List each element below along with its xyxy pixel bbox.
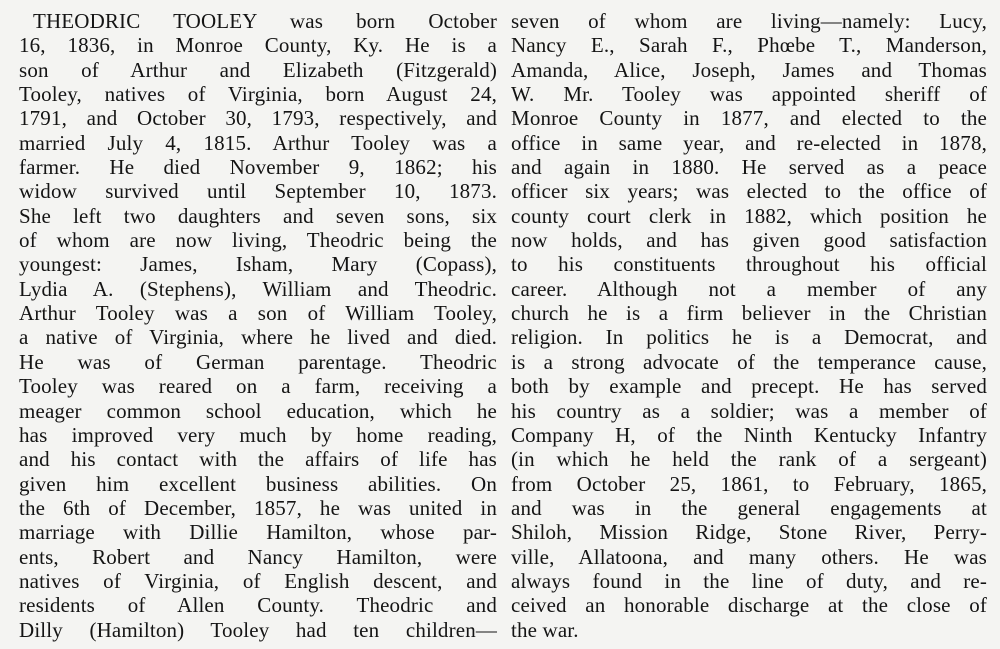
- text-line: marriage with Dillie Hamilton, whose par-: [19, 520, 497, 545]
- text-line: given him excellent business abilities. On: [19, 471, 497, 496]
- text-line: county court clerk in 1882, which position he: [511, 203, 987, 228]
- text-line: youngest: James, Isham, Mary (Copass),: [19, 252, 497, 277]
- text-line: Nancy E., Sarah F., Phœbe T., Manderson,: [511, 33, 987, 58]
- text-line: Amanda, Alice, Joseph, James and Thomas: [511, 57, 987, 82]
- text-line: Company H, of the Ninth Kentucky Infantry: [511, 422, 987, 447]
- text-line: He was of German parentage. Theodric: [19, 349, 497, 374]
- text-line: and was in the general engagements at: [511, 495, 987, 520]
- text-line: ents, Robert and Nancy Hamilton, were: [19, 544, 497, 569]
- text-line: 16, 1836, in Monroe County, Ky. He is a: [19, 33, 497, 58]
- text-line: meager common school education, which he: [19, 398, 497, 423]
- text-line: She left two daughters and seven sons, six: [19, 203, 497, 228]
- text-line: is a strong advocate of the temperance cause,: [511, 349, 987, 374]
- text-line: Dilly (Hamilton) Tooley had ten children—: [19, 617, 497, 642]
- text-line: of whom are now living, Theodric being the: [19, 228, 497, 253]
- text-line: Tooley was reared on a farm, receiving a: [19, 374, 497, 399]
- right-column: [511, 9, 987, 642]
- text-line: residents of Allen County. Theodric and: [19, 593, 497, 618]
- text-line: religion. In politics he is a Democrat, and: [511, 325, 987, 350]
- text-line: Monroe County in 1877, and elected to the: [511, 106, 987, 131]
- text-line: 1791, and October 30, 1793, respectively, and: [19, 106, 497, 131]
- text-line: now holds, and has given good satisfaction: [511, 228, 987, 253]
- text-line: ville, Allatoona, and many others. He was: [511, 544, 987, 569]
- text-line: always found in the line of duty, and re-: [511, 568, 987, 593]
- text-line: has improved very much by home reading,: [19, 422, 497, 447]
- text-line: from October 25, 1861, to February, 1865,: [511, 471, 987, 496]
- text-line: married July 4, 1815. Arthur Tooley was a: [19, 130, 497, 155]
- text-line: and again in 1880. He served as a peace: [511, 155, 987, 180]
- text-line: widow survived until September 10, 1873.: [19, 179, 497, 204]
- text-line: Lydia A. (Stephens), William and Theodric.: [19, 276, 497, 301]
- text-line: a native of Virginia, where he lived and died.: [19, 325, 497, 350]
- text-line: the war.: [511, 617, 579, 642]
- text-line: THEODRIC TOOLEY was born October: [33, 9, 497, 33]
- text-line: the 6th of December, 1857, he was united in: [19, 495, 497, 520]
- text-line: seven of whom are living—namely: Lucy,: [511, 9, 987, 33]
- text-line: office in same year, and re-elected in 1878,: [511, 130, 987, 155]
- text-line: ceived an honorable discharge at the close of: [511, 593, 987, 618]
- text-line: officer six years; was elected to the office of: [511, 179, 987, 204]
- text-line: to his constituents throughout his official: [511, 252, 987, 277]
- text-line: Arthur Tooley was a son of William Tooley,: [19, 301, 497, 326]
- text-line: farmer. He died November 9, 1862; his: [19, 155, 497, 180]
- text-line: W. Mr. Tooley was appointed sheriff of: [511, 82, 987, 107]
- text-line: and his contact with the affairs of life has: [19, 447, 497, 472]
- text-line: Shiloh, Mission Ridge, Stone River, Perry-: [511, 520, 987, 545]
- text-line: his country as a soldier; was a member of: [511, 398, 987, 423]
- text-line: both by example and precept. He has served: [511, 374, 987, 399]
- text-line: (in which he held the rank of a sergeant): [511, 447, 987, 472]
- text-line: career. Although not a member of any: [511, 276, 987, 301]
- text-line: church he is a firm believer in the Christian: [511, 301, 987, 326]
- text-line: Tooley, natives of Virginia, born August 24,: [19, 82, 497, 107]
- text-line: son of Arthur and Elizabeth (Fitzgerald): [19, 57, 497, 82]
- text-line: natives of Virginia, of English descent, and: [19, 568, 497, 593]
- left-column: [19, 9, 497, 642]
